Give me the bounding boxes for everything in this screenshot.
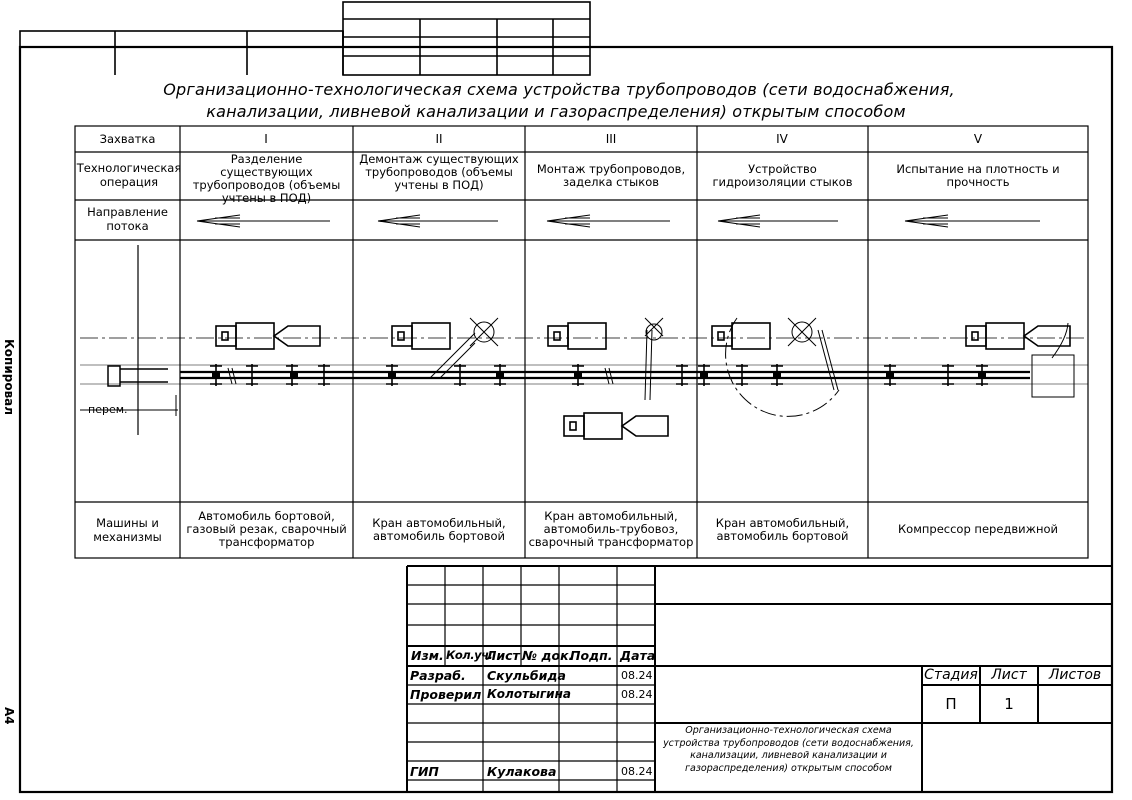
stamp-role-checker: Проверил [410,687,482,702]
column-id-2: II [435,132,443,146]
stamp-date-checker: 08.24 [621,688,653,701]
machines-2: Кран автомобильный, автомобиль бортовой [372,516,506,543]
stamp-sheet-value: 1 [1004,695,1014,713]
truck-icon [966,323,1070,349]
stamp-stage-label: Стадия [924,667,978,683]
truck-icon [392,323,450,349]
machines-3: Кран автомобильный, автомобиль-трубовоз, сварочный трансформатор [528,509,694,549]
pipeline-scheme [80,245,1088,435]
trucks [216,323,1070,439]
operation-3: Монтаж трубопроводов, заделка стыков [536,162,686,189]
machines-5: Компрессор передвижной [898,522,1058,536]
side-label-format: А4 [2,707,16,725]
flow-arrow-5 [905,215,1040,227]
stamp-name-gip: Кулакова [487,764,557,779]
side-label-copied: Копировал [2,339,16,416]
stamp-role-developer: Разраб. [410,668,466,683]
operation-1: Разделение существующих трубопроводов (объемы учтены в ПОД) [192,152,341,205]
column-id-1: I [264,132,268,146]
stamp-sheet-label: Лист [991,667,1027,683]
column-id-3: III [605,132,617,146]
operation-2: Демонтаж существующих трубопроводов (объемы учтены в ПОД) [359,152,519,192]
stamp-header-kol: Кол.уч. [446,648,493,662]
scheme-title-line1: Организационно-технологическая схема устройства трубопроводов (сети водоснабжения, [163,80,955,99]
truck-icon [564,413,668,439]
column-id-4: IV [776,132,788,146]
scheme-title-line2: канализации, ливневой канализации и газораспределения) открытым способом [206,102,906,121]
flow-arrow-4 [718,215,838,227]
row-header-operation: Технологическая операция [76,161,182,189]
flow-arrows [197,215,1040,227]
column-id-5: V [973,132,983,146]
truck-icon [712,323,770,349]
stamp-sheets-label: Листов [1048,667,1102,683]
stamp-date-developer: 08.24 [621,669,653,682]
pipe-supports [210,364,988,386]
row-header-machines: Машины и механизмы [93,516,162,544]
stamp-name-checker: Колотыгина [487,687,571,701]
stamp-role-gip: ГИП [410,764,439,779]
scheme-label-perem: перем. [88,403,128,416]
top-center-table [343,2,590,75]
stamp-name-developer: Скульбида [487,668,566,683]
flow-arrow-3 [547,215,670,227]
flow-arrow-1 [197,215,330,227]
stamp-date-gip: 08.24 [621,765,653,778]
stamp-document-title: Организационно-технологическая схема устройства трубопроводов (сети водоснабжения, канализации, ливневой канализации и газораспределения) открытым способом [663,725,914,774]
machines-1: Автомобиль бортовой, газовый резак, сварочный трансформатор [186,509,347,549]
stamp-header-podp: Подп. [570,648,613,663]
operation-4: Устройство гидроизоляции стыков [712,162,853,189]
stamp-header-izm: Изм. [411,648,444,663]
machines-4: Кран автомобильный, автомобиль бортовой [715,516,850,543]
stamp-header-list: Лист [486,648,520,663]
stamp-header-ndok: № док. [522,648,574,663]
truck-icon [216,323,320,349]
flow-arrow-2 [378,215,498,227]
stamp-header-data: Дата [620,648,656,663]
row-header-zakhvatka: Захватка [99,132,156,146]
row-header-flow: Направление потока [87,205,168,233]
truck-icon [548,323,606,349]
stamp-stage-value: П [945,695,957,713]
operation-5: Испытание на плотность и прочность [896,162,1060,189]
top-left-table [20,31,343,75]
